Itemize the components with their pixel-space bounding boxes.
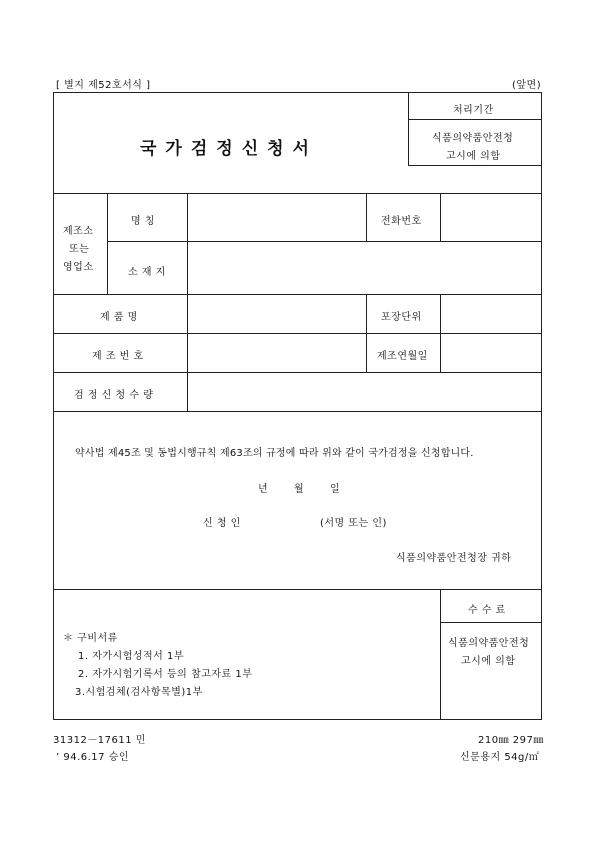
- signature-label: (서명 또는 인): [320, 518, 387, 529]
- page-side-label: (앞면): [512, 80, 542, 91]
- paper-size: 210㎜ 297㎜: [478, 735, 544, 746]
- product-name-label: 제 품 명: [100, 312, 138, 323]
- document-item: 1. 자가시험성적서 1부: [78, 651, 185, 662]
- form-title: 국가검정신청서: [140, 139, 318, 159]
- processing-period-label: 처리기간: [453, 105, 494, 116]
- declaration-text: 약사법 제45조 및 동법시행규칙 제63조의 규정에 따라 위와 같이 국가검정을 신청합니다.: [75, 448, 474, 459]
- quantity-label: 검 정 신 청 수 량: [74, 390, 154, 401]
- manufacturer-group-label-3: 영업소: [63, 262, 94, 273]
- form-code: [ 별지 제52호서식 ]: [56, 80, 151, 91]
- documents-heading: ＊ 구비서류: [63, 633, 118, 644]
- fee-value-2: 고시에 의함: [461, 656, 516, 667]
- manufacturer-group-label: 제조소: [63, 226, 94, 237]
- recipient: 식품의약품안전청장 귀하: [396, 553, 512, 564]
- form-frame: [53, 92, 542, 720]
- date-month: 월: [294, 484, 305, 495]
- date-day: 일: [330, 484, 341, 495]
- document-item: 3.시험검체(검사항목별)1부: [75, 687, 203, 698]
- package-unit-label: 포장단위: [381, 312, 422, 323]
- date-year: 년: [258, 484, 269, 495]
- document-item: 2. 자가시험기록서 등의 참고자료 1부: [78, 669, 253, 680]
- fee-label: 수 수 료: [468, 605, 506, 616]
- manufacture-date-label: 제조연월일: [377, 351, 428, 362]
- lot-number-label: 제 조 번 호: [92, 351, 144, 362]
- fee-value: 식품의약품안전청: [448, 638, 530, 649]
- applicant-label: 신 청 인: [203, 518, 241, 529]
- processing-period-value-2: 고시에 의함: [446, 151, 501, 162]
- phone-label: 전화번호: [381, 216, 422, 227]
- company-name-label: 명 칭: [131, 216, 155, 227]
- address-label: 소 재 지: [128, 267, 166, 278]
- paper-type: 신문용지 54g/㎡: [460, 752, 540, 763]
- form-number: 31312－17611 민: [53, 735, 146, 746]
- manufacturer-group-label-2: 또는: [69, 244, 90, 255]
- processing-period-value: 식품의약품안전청: [432, 133, 514, 144]
- approval-date: ’ 94.6.17 승인: [56, 752, 130, 763]
